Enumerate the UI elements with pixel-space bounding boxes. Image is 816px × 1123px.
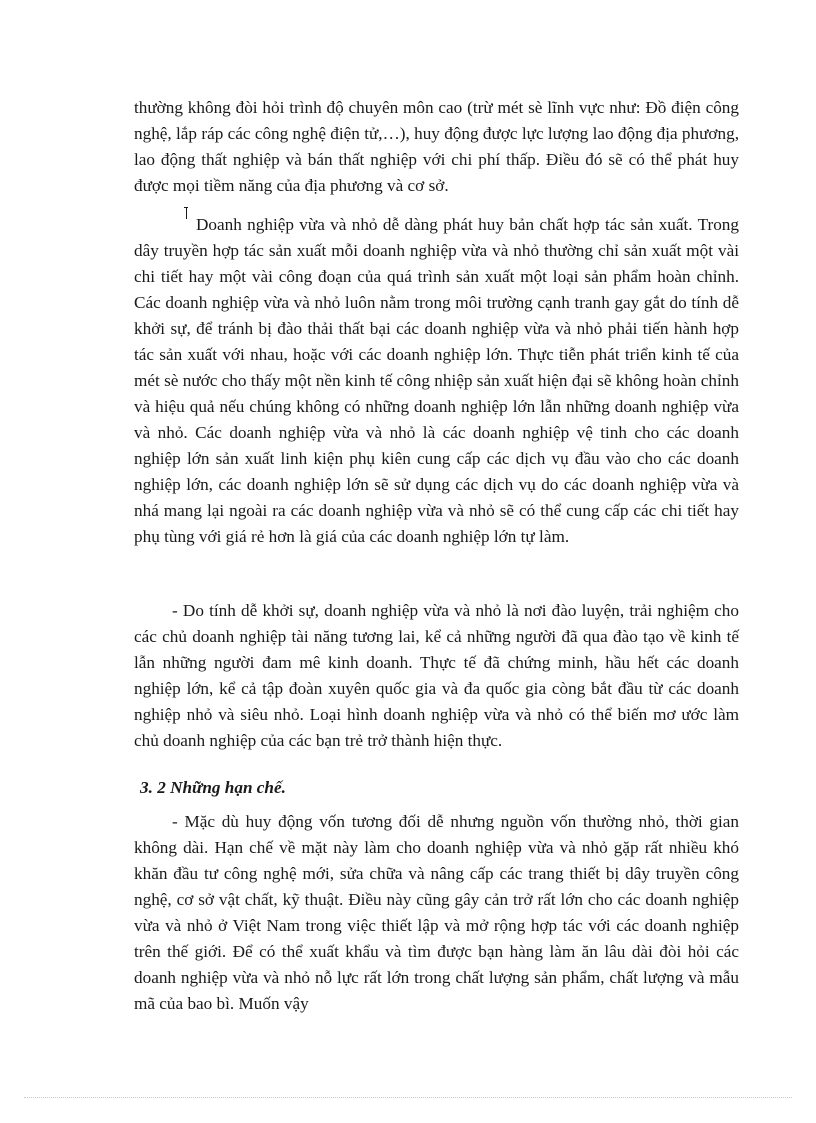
footer-divider bbox=[24, 1097, 792, 1098]
paragraph-entrepreneurship: - Do tính dễ khởi sự, doanh nghiệp vừa và nhỏ là nơi đào luyện, trải nghiệm cho các chủ doanh nghiệp tài năng tương lai, kể cả những người đã qua đào tạo về kinh tế lẫn những người đam mê kinh doanh. Thực tế đã chứng minh, hầu hết các doanh nghiệp lớn, kể cả tập đoàn xuyên quốc gia và đa quốc gia còng bắt đầu từ các doanh nghiệp nhỏ và siêu nhỏ. Loại hình doanh nghiệp vừa và nhỏ có thể biến mơ ước làm chủ doanh nghiệp của các bạn trẻ trở thành hiện thực. bbox=[134, 601, 739, 750]
paragraph-limitations: - Mặc dù huy động vốn tương đối dễ nhưng nguồn vốn thường nhỏ, thời gian không dài. Hạn chế về mặt này làm cho doanh nghiệp vừa và nhỏ gặp rất nhiều khó khăn đầu tư công nghệ mới, sửa chữa và nâng cấp các trang thiết bị dây truyền công nghệ, cơ sở vật chất, kỹ thuật. Điều này cũng gây cản trở rất lớn cho các doanh nghiệp vừa và nhỏ ở Việt Nam trong việc thiết lập và mở rộng hợp tác với các doanh nghiệp trên thế giới. Để có thể xuất khẩu và tìm được bạn hàng làm ăn lâu dài đòi hỏi các doanh nghiệp vừa và nhỏ nỗ lực rất lớn trong chất lượng sản phẩm, chất lượng và mẫu mã của bao bì. Muốn vậy bbox=[134, 812, 739, 1013]
paragraph-cooperation: Doanh nghiệp vừa và nhỏ dễ dàng phát huy bản chất hợp tác sản xuất. Trong dây truyền hợp tác sản xuất mỗi doanh nghiệp vừa và nhỏ thường chỉ sản xuất một vài chi tiết hay một vài công đoạn của quá trình sản xuất một loại sản phẩm hoàn chỉnh. Các doanh nghiệp vừa và nhỏ luôn nằm trong môi trường cạnh tranh gay gắt do tính dễ khởi sự, để tránh bị đào thải thất bại các doanh nghiệp vừa và nhỏ phải tiến hành hợp tác sản xuất với nhau, hoặc với các doanh nghiệp lớn. Thực tiễn phát triển kinh tế của mét sè nước cho thấy một nền kinh tế công nhiệp sản xuất hiện đại sẽ không hoàn chỉnh và hiệu quả nếu chúng không có những doanh nghiệp lớn lẫn những doanh nghiệp vừa và nhỏ. Các doanh nghiệp vừa và nhỏ là các doanh nghiệp vệ tinh cho các doanh nghiệp lớn sản xuất linh kiện phụ kiên cung cấp các dịch vụ đầu vào cho các doanh nghiệp lớn, các doanh nghiệp lớn sẽ sử dụng các dịch vụ do các doanh nghiệp vừa và nhá mang lại ngoài ra các doanh nghiệp vừa và nhỏ sẽ có thể cung cấp các chi tiết hay phụ tùng với giá rẻ hơn là giá của các doanh nghiệp lớn tự làm. bbox=[134, 215, 739, 546]
section-heading: 3. 2 Những hạn chế. bbox=[140, 778, 286, 797]
paragraph-continuation: thường không đòi hỏi trình độ chuyên môn cao (trừ mét sè lĩnh vực như: Đồ điện công nghệ, lắp ráp các công nghệ điện tử,…), huy động được lực lượng lao động địa phương, lao động thất nghiệp và bán thất nghiệp với chi phí thấp. Điều đó sẽ có thể phát huy được mọi tiềm năng của địa phương và cơ sở. bbox=[134, 98, 739, 195]
